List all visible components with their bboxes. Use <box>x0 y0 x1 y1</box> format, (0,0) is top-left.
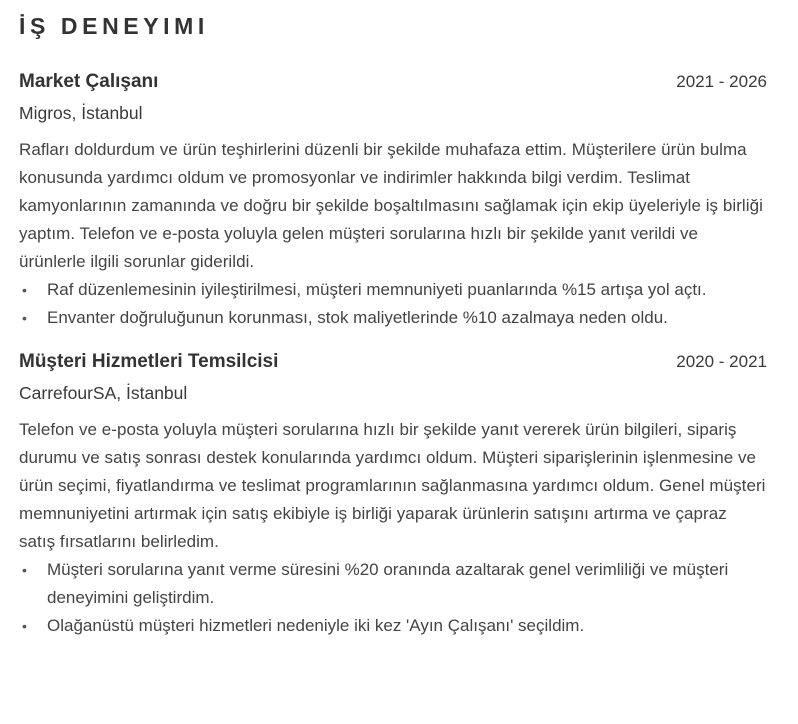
job-dates: 2021 - 2026 <box>676 72 767 91</box>
bullet-icon: • <box>22 310 27 326</box>
achievement-item <box>19 556 767 612</box>
job-title: Market Çalışanı <box>19 71 159 92</box>
job-description: Rafları doldurdum ve ürün teşhirlerini düzenli bir şekilde muhafaza ettim. Müşterilere ürün bulma konusunda yardımcı oldum ve promosyonlar ve indirimler hakkında bilgi verdim. Teslimat kamyonlarının zamanında ve doğru bir şekilde boşaltılmasını sağlamak için ekip üyeleriyle iş birliği yaptım. Telefon ve e-posta yoluyla gelen müşteri sorularına hızlı bir şekilde yanıt verildi ve ürünlerle ilgili sorunlar giderildi. <box>19 140 763 271</box>
bullet-icon: • <box>22 282 27 298</box>
job-dates: 2020 - 2021 <box>676 352 767 371</box>
job-entry <box>19 346 767 640</box>
job-location: Migros, İstanbul <box>19 103 143 123</box>
achievement-text: Raf düzenlemesinin iyileştirilmesi, müşteri memnuniyeti puanlarında %15 artışa yol açtı. <box>47 280 707 299</box>
achievement-list <box>19 556 767 640</box>
achievement-text: Müşteri sorularına yanıt verme süresini %20 oranında azaltarak genel verimliliği ve müşteri deneyimini geliştirdim. <box>47 560 729 607</box>
achievement-text: Olağanüstü müşteri hizmetleri nedeniyle iki kez 'Ayın Çalışanı' seçildim. <box>47 616 585 635</box>
job-description: Telefon ve e-posta yoluyla müşteri sorularına hızlı bir şekilde yanıt vererek ürün bilgileri, sipariş durumu ve satış sonrası destek konularında yardımcı oldum. Müşteri siparişlerinin işlenmesine ve ürün seçimi, fiyatlandırma ve teslimat programlarının sağlanmasına yardımcı oldum. Genel müşteri memnuniyetini artırmak için satış ekibiyle iş birliği yaparak ürünlerin satışını artırma ve çapraz satış fırsatlarını belirledim. <box>19 420 766 551</box>
bullet-icon: • <box>22 562 27 578</box>
bullet-icon: • <box>22 618 27 634</box>
job-title: Müşteri Hizmetleri Temsilcisi <box>19 351 279 372</box>
section-title: İŞ DENEYIMI <box>19 13 209 39</box>
job-entry <box>19 66 767 332</box>
job-location: CarrefourSA, İstanbul <box>19 383 188 403</box>
job-header <box>19 346 767 378</box>
achievement-item <box>19 276 767 304</box>
achievement-list <box>19 276 767 332</box>
achievement-item <box>19 612 767 640</box>
achievement-item <box>19 304 767 332</box>
achievement-text: Envanter doğruluğunun korunması, stok maliyetlerinde %10 azalmaya neden oldu. <box>47 308 668 327</box>
job-header <box>19 66 767 98</box>
